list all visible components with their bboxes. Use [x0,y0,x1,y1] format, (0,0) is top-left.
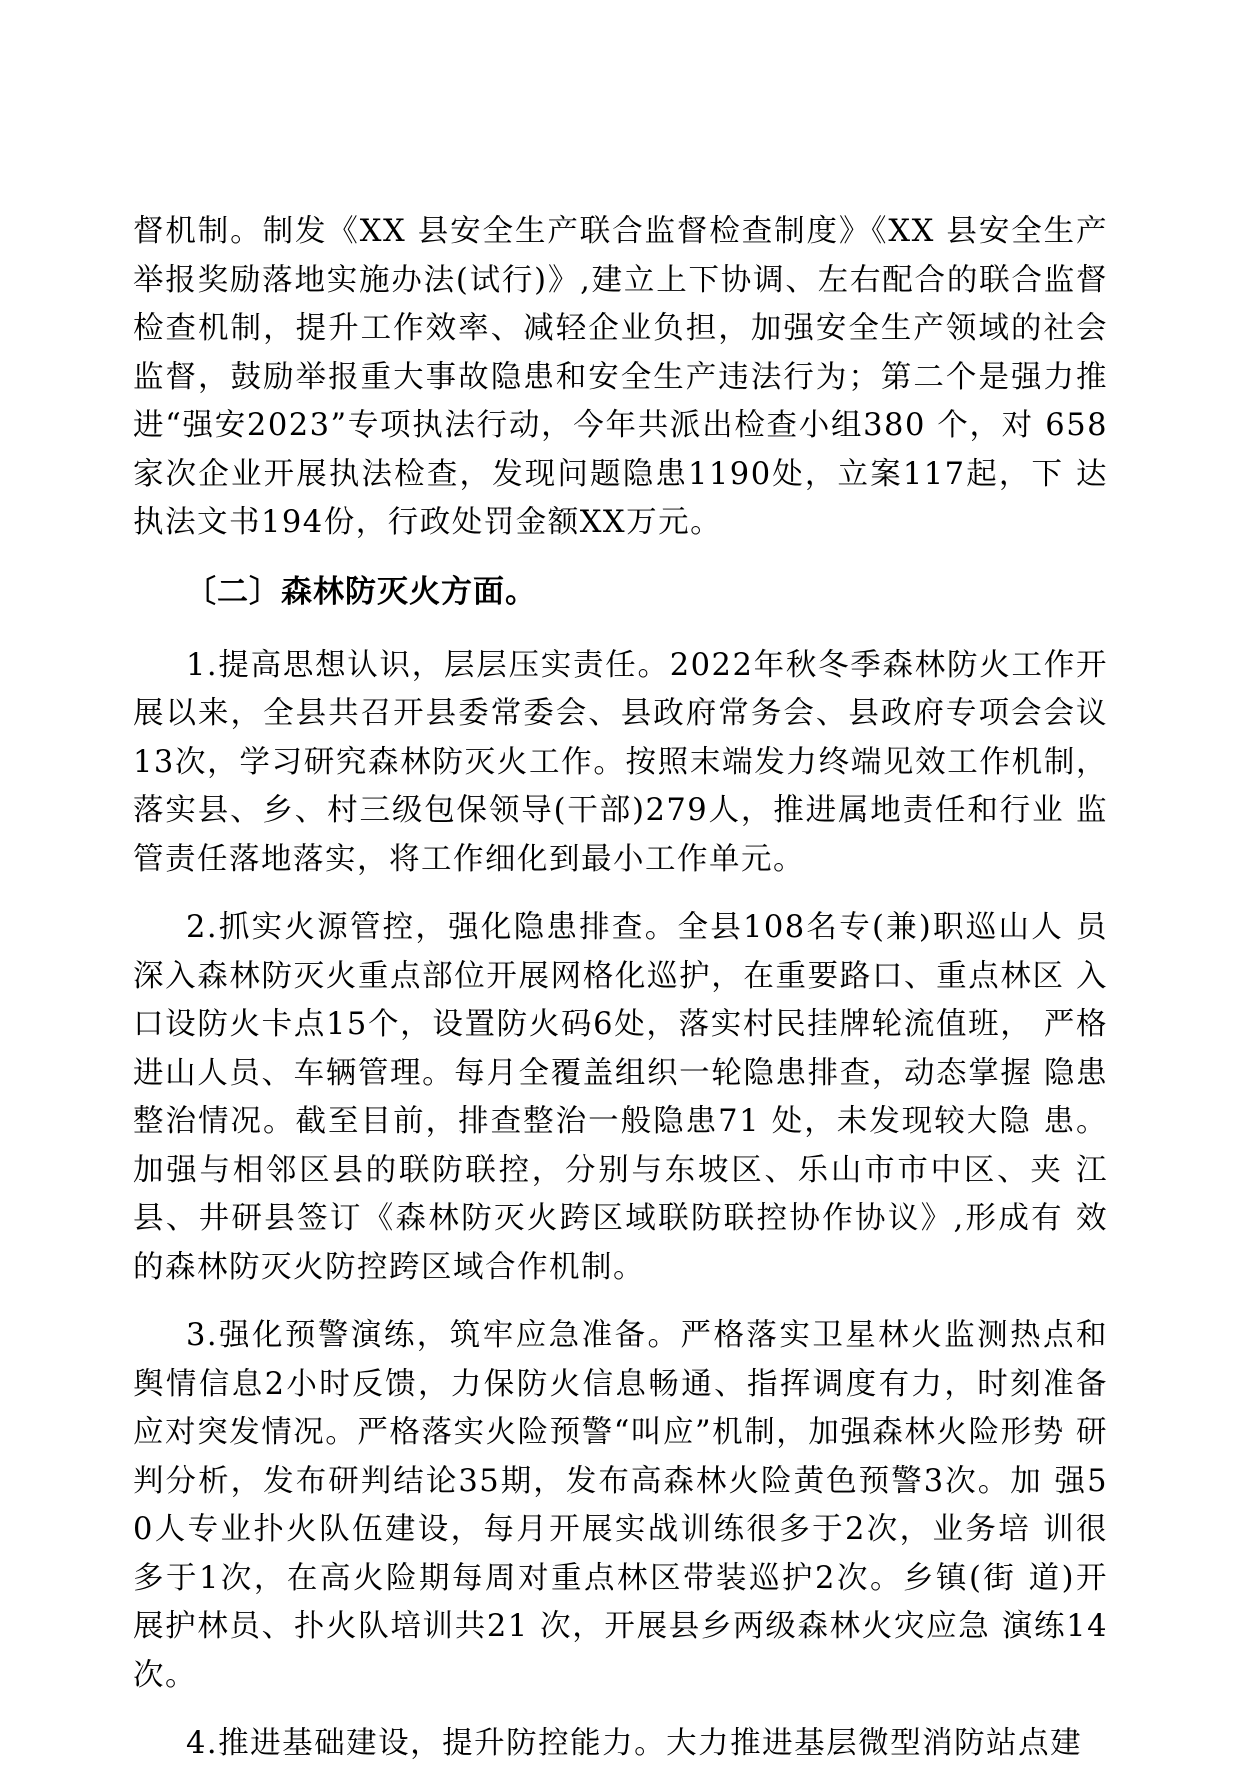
section-heading-forest-fire: 〔二〕森林防灭火方面。 [185,573,537,610]
paragraph-item-4: 4.推进基础建设，提升防控能力。大力推进基层微型消防站点建 [186,1726,1083,1761]
document-body [133,208,1108,1789]
paragraph-supervision-mechanism: 督机制。制发《XX 县安全生产联合监督检查制度》《XX 县安全生产举报奖励落地实施办法(试行)》,建立上下协调、左右配合的联合监督检查机制，提升工作效率、减轻企业负担，加强安全生产领域的社会监督，鼓励举报重大事故隐患和安全生产违法行为；第二个是强力推进“强安2023”专项执法行动，今年共派出检查小组380 个，对 658家次企业开展执法检查，发现问题隐患1190处，立案117起，下 达执法文书194份，行政处罚金额XX万元。 [133,214,1108,540]
paragraph-item-2: 2.抓实火源管控，强化隐患排查。全县108名专(兼)职巡山人 员深入森林防灭火重点部位开展网格化巡护，在重要路口、重点林区 入口设防火卡点15个，设置防火码6处，落实村民挂牌轮流值班， 严格进山人员、车辆管理。每月全覆盖组织一轮隐患排查，动态掌握 隐患整治情况。截至目前，排查整治一般隐患71 处，未发现较大隐 患。加强与相邻区县的联防联控，分别与东坡区、乐山市市中区、夹 江县、井研县签订《森林防灭火跨区域联防联控协作协议》,形成有 效的森林防灭火防控跨区域合作机制。 [133,910,1108,1285]
paragraph-item-1: 1.提高思想认识，层层压实责任。2022年秋冬季森林防火工作开 展以来，全县共召开县委常委会、县政府常务会、县政府专项会会议 13次，学习研究森林防灭火工作。按照末端发力终端见效工作机制， 落实县、乡、村三级包保领导(干部)279人，推进属地责任和行业 监管责任落地落实，将工作细化到最小工作单元。 [133,647,1108,877]
paragraph-item-3: 3.强化预警演练，筑牢应急准备。严格落实卫星林火监测热点和舆情信息2小时反馈，力保防火信息畅通、指挥调度有力，时刻准备 应对突发情况。严格落实火险预警“叫应”机制，加强森林火险形势 研判分析，发布研判结论35期，发布高森林火险黄色预警3次。加 强50人专业扑火队伍建设，每月开展实战训练很多于2次，业务培 训很多于1次，在高火险期每周对重点林区带装巡护2次。乡镇(街 道)开展护林员、扑火队培训共21 次，开展县乡两级森林火灾应急 演练14次。 [133,1318,1108,1693]
